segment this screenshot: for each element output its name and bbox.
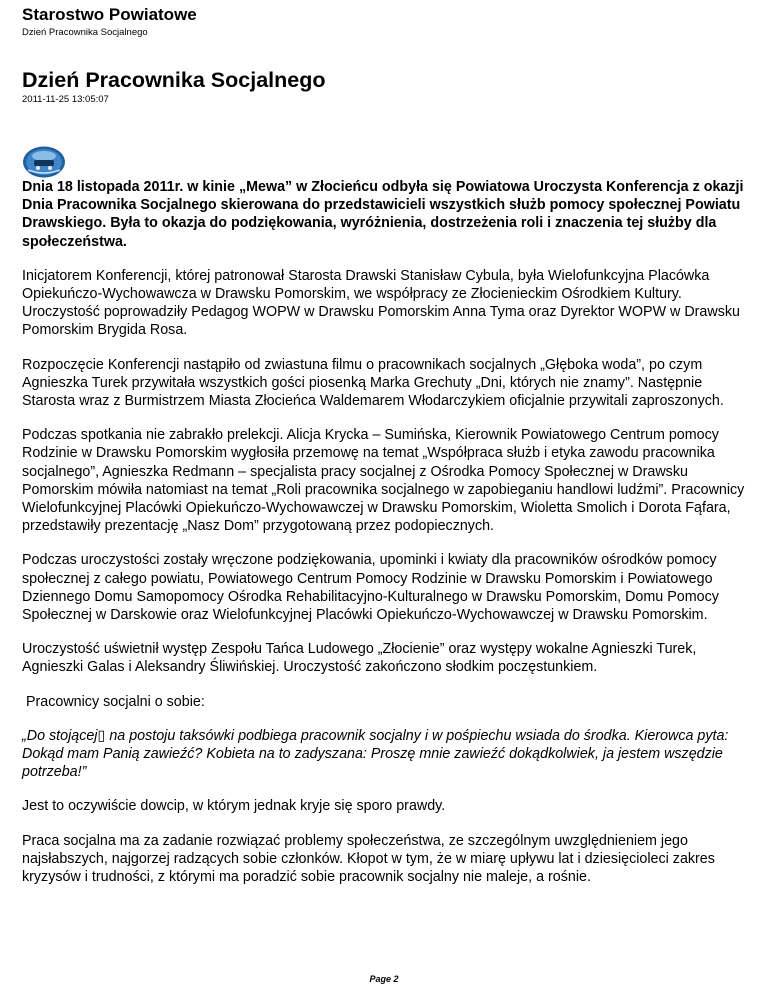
article-body xyxy=(22,178,757,902)
page-number: Page 2 xyxy=(369,974,399,984)
site-title: Starostwo Powiatowe xyxy=(22,5,197,24)
article-lead-paragraph: Dnia 18 listopada 2011r. w kinie „Mewa” w Złocieńcu odbyła się Powiatowa Uroczysta Konferencja z okazji Dnia Pracownika Socjalnego skierowana do przedstawicieli wszystkich służb pomocy społecznej Powiatu Drawskiego. Była to okazja do podziękowania, wyróżnienia, dostrzeżenia roli i znaczenia tej służby dla społeczeństwa. xyxy=(22,179,744,250)
article-paragraph: Inicjatorem Konferencji, której patronował Starosta Drawski Stanisław Cybula, była Wielofunkcyjna Placówka Opiekuńczo-Wychowawcza w Drawsku Pomorskim, we współpracy ze Złocienieckim Ośrodkiem Kultury. Uroczystość poprowadziły Pedagog WOPW w Drawsku Pomorskim Anna Tyma oraz Dyrektor WOPW w Drawsku Pomorskim Brygida Rosa. xyxy=(22,267,740,339)
article-paragraph: Jest to oczywiście dowcip, w którym jednak kryje się sporo prawdy. xyxy=(22,798,446,815)
article-paragraph: Podczas uroczystości zostały wręczone podziękowania, upominki i kwiaty dla pracowników ośrodków pomocy społecznej z całego powiatu, Powiatowego Centrum Pomocy Rodzinie w Drawsku Pomorskim i Powiatowego Dziennego Domu Samopomocy Ośrodka Rehabilitacyjno-Kulturalnego w Drawsku Pomorskim, Domu Pomocy Społecznej w Darskowie oraz Wielofunkcyjnej Placówki Opiekuńczo-Wychowawczej w Drawsku Pomorskim. xyxy=(22,552,719,624)
site-subtitle: Dzień Pracownika Socjalnego xyxy=(22,27,148,38)
article-date: 2011-11-25 13:05:07 xyxy=(22,94,109,105)
section-subheading: Pracownicy socjalni o sobie: xyxy=(26,693,205,710)
event-logo-image xyxy=(22,146,66,178)
article-paragraph: Uroczystość uświetnił występ Zespołu Tańca Ludowego „Złocienie” oraz występy wokalne Agnieszki Turek, Agnieszki Galas i Aleksandry Śliwińskiej. Uroczystość zakończono słodkim poczęstunkiem. xyxy=(22,641,697,676)
article-paragraph: Podczas spotkania nie zabrakło prelekcji. Alicja Krycka – Sumińska, Kierownik Powiatowego Centrum pomocy Rodzinie w Drawsku Pomorskim wygłosiła przemowę na temat „Współpraca służb i etyka zawodu pracownika socjalnego”, Agnieszka Redmann – specjalista pracy socjalnej z Ośrodka Pomocy Społecznej w Drawsku Pomorskim mówiła natomiast na temat „Roli pracownika socjalnego w zapobieganiu handlowi ludźmi”. Pracownicy Wielofunkcyjnej Placówki Opiekuńczo-Wychowawczej w Drawsku Pomorskim, Wioletta Smolich i Dorota Fąfara, przedstawiły prezentację „Nasz Dom” przygotowaną przez podopiecznych. xyxy=(22,427,745,535)
article-title: Dzień Pracownika Socjalnego xyxy=(22,68,326,92)
quote-paragraph: „Do stojącej▯ na postoju taksówki podbiega pracownik socjalny i w pośpiechu wsiada do środka. Kierowca pyta: Dokąd mam Panią zawieźć? Kobieta na to zadyszana: Proszę mnie zawieźć dokądkolwiek, ja jestem wszędzie potrzeba!” xyxy=(22,727,729,781)
article-paragraph: Rozpoczęcie Konferencji nastąpiło od zwiastuna filmu o pracownikach socjalnych „Głęboka woda”, po czym Agnieszka Turek przywitała wszystkich gości piosenką Marka Grechuty „Dni, których nie znamy”. Następnie Starosta wraz z Burmistrzem Miasta Złocieńca Waldemarem Włodarczykiem oficjalnie przywitali zaproszonych. xyxy=(22,356,724,410)
article-paragraph: Praca socjalna ma za zadanie rozwiązać problemy społeczeństwa, ze szczególnym uwzględnieniem jego najsłabszych, najgorzej radzących sobie członków. Kłopot w tym, że w miarę upływu lat i dziesięcioleci zakres kryzysów i trudności, z którymi ma poradzić sobie pracownik socjalny nie maleje, a rośnie. xyxy=(22,832,715,886)
